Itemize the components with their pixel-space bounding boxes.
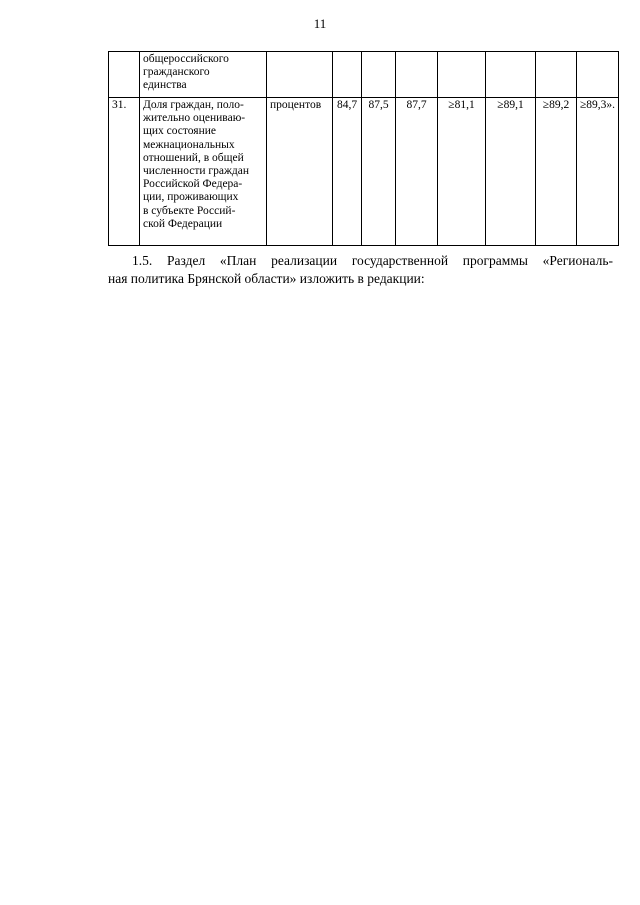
row-number-cell: 31. [109, 98, 140, 246]
value-cell [333, 52, 362, 98]
value-cell: ≥89,2 [536, 98, 577, 246]
indicator-name-line: отношений, в общей [143, 151, 244, 164]
page-number: 11 [313, 16, 327, 31]
indicators-table [108, 51, 619, 246]
value-cell: ≥81,1 [438, 98, 486, 246]
indicator-name-cell [140, 98, 267, 246]
indicator-name-line: Российской Федера- [143, 178, 243, 191]
paragraph-line: ная политика Брянской области» изложить в редакции: [108, 271, 425, 286]
paragraph-line: 1.5. Раздел «План реализации государственной программы «Региональ- [132, 253, 613, 268]
indicator-name-line: в субъекте Россий- [143, 204, 236, 217]
table-row-31 [109, 98, 619, 246]
value-cell: 84,7 [333, 98, 362, 246]
indicator-name-line: щих состояние [143, 125, 216, 138]
indicator-name-line: ской Федерации [143, 217, 223, 230]
value-cell [362, 52, 396, 98]
value-cell: 87,7 [396, 98, 438, 246]
amendment-paragraph [108, 252, 613, 288]
indicator-name-line: Доля граждан, поло- [143, 99, 244, 111]
value-cell [486, 52, 536, 98]
indicator-name-line: единства [143, 79, 187, 92]
unit-cell [267, 52, 333, 98]
indicator-name-line: межнациональных [143, 138, 235, 151]
table-row-continuation [109, 52, 619, 98]
indicator-name-line: гражданского [143, 66, 210, 79]
indicator-name-line: ции, проживающих [143, 191, 239, 204]
value-cell [536, 52, 577, 98]
indicator-name-line: численности граждан [143, 165, 250, 178]
value-cell: ≥89,1 [486, 98, 536, 246]
indicator-name-line: общероссийского [143, 53, 229, 65]
value-cell [577, 52, 619, 98]
value-cell: ≥89,3». [577, 98, 619, 246]
value-cell: 87,5 [362, 98, 396, 246]
value-cell [438, 52, 486, 98]
value-cell [396, 52, 438, 98]
indicator-name-cell [140, 52, 267, 98]
indicator-name-line: жительно оцениваю- [143, 112, 246, 125]
unit-cell: процентов [267, 98, 333, 246]
row-number-cell [109, 52, 140, 98]
